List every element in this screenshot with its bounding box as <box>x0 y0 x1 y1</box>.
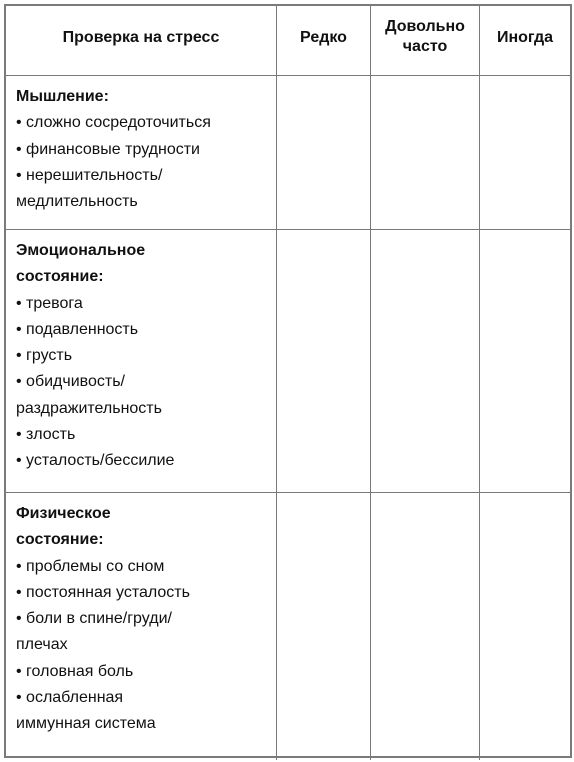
cell-sometimes[interactable] <box>480 230 570 492</box>
cell-sometimes[interactable] <box>480 76 570 229</box>
cell-often[interactable] <box>371 76 480 229</box>
section-thinking <box>6 76 570 230</box>
list-item: • финансовые трудности <box>16 140 200 158</box>
list-item: • ослабленная иммунная система <box>16 689 156 733</box>
section-thinking-text <box>6 76 277 229</box>
list-item: • подавленность <box>16 320 139 338</box>
list-item: • головная боль <box>16 662 134 680</box>
section-title: Эмоциональное состояние: <box>16 242 146 286</box>
list-item: • боли в спине/груди/ плечах <box>16 610 172 654</box>
cell-rarely[interactable] <box>277 493 371 760</box>
list-item: • грусть <box>16 347 73 365</box>
stress-check-table <box>4 4 572 758</box>
cell-rarely[interactable] <box>277 76 371 229</box>
section-title: Мышление: <box>16 88 109 105</box>
cell-rarely[interactable] <box>277 230 371 492</box>
header-rarely: Редко <box>277 6 371 75</box>
header-sometimes: Иногда <box>496 29 554 46</box>
list-item: • постоянная усталость <box>16 583 190 601</box>
section-physical <box>6 493 570 760</box>
list-item: • злость <box>16 426 76 444</box>
section-emotional-text <box>6 230 277 492</box>
cell-sometimes[interactable] <box>480 493 570 760</box>
header-often: Довольно часто <box>371 6 480 75</box>
list-item: • тревога <box>16 294 83 312</box>
section-title: Физическое состояние: <box>16 505 111 549</box>
header-row <box>6 6 570 76</box>
list-item: • усталость/бессилие <box>16 452 175 470</box>
section-emotional <box>6 230 570 493</box>
list-item: • сложно сосредоточиться <box>16 114 211 132</box>
list-item: • обидчивость/ раздражительность <box>16 373 162 417</box>
header-check: Проверка на стресс <box>6 6 277 75</box>
cell-often[interactable] <box>371 493 480 760</box>
cell-often[interactable] <box>371 230 480 492</box>
list-item: • нерешительность/ медлительность <box>16 166 163 211</box>
list-item: • проблемы со сном <box>16 557 165 575</box>
section-physical-text <box>6 493 277 760</box>
